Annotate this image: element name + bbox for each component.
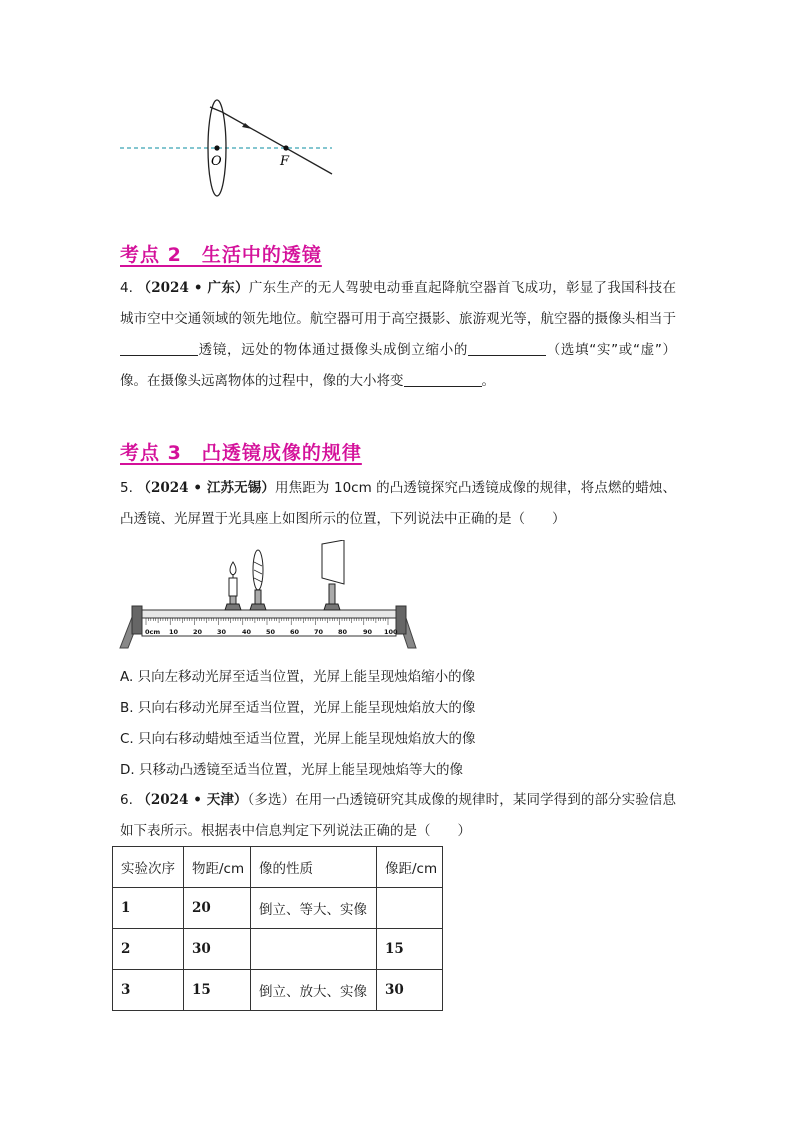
q4-text-4: 。 bbox=[481, 373, 495, 389]
q5-number: 5. bbox=[120, 480, 133, 496]
table-header: 像的性质 bbox=[251, 847, 377, 888]
tick-label: 30 bbox=[217, 628, 227, 636]
optical-bench-figure bbox=[118, 540, 418, 660]
tick-label: 0cm bbox=[145, 628, 161, 636]
section-title-2: 考点 2 生活中的透镜 bbox=[120, 244, 322, 266]
question-6 bbox=[120, 785, 676, 847]
candle bbox=[225, 562, 241, 610]
q4-text-2: 透镜，远处的物体通过摄像头成倒立缩小的 bbox=[198, 342, 469, 358]
bench-left-end bbox=[132, 606, 142, 634]
table-row bbox=[113, 888, 443, 929]
table-row bbox=[113, 970, 443, 1011]
tick-label: 50 bbox=[266, 628, 276, 636]
q4-number: 4. bbox=[120, 280, 133, 296]
q4-blank-2[interactable] bbox=[468, 341, 546, 356]
question-5 bbox=[120, 473, 676, 535]
q6-number: 6. bbox=[120, 792, 133, 808]
lens-holder bbox=[250, 550, 266, 610]
q4-text-3: （选填“实”或“虚”）像。在摄像头远离物体的过程中，像的大小将变 bbox=[120, 342, 676, 389]
tick-label: 20 bbox=[193, 628, 203, 636]
q5-source: （2024 • 江苏无锡） bbox=[137, 480, 276, 496]
q4-source: （2024 • 广东） bbox=[137, 280, 249, 296]
table-cell bbox=[251, 929, 377, 970]
table-header: 物距/cm bbox=[184, 847, 251, 888]
table-cell: 1 bbox=[113, 888, 184, 929]
q4-blank-1[interactable] bbox=[120, 341, 198, 356]
tick-label: 70 bbox=[314, 628, 324, 636]
table-cell: 20 bbox=[184, 888, 251, 929]
q5-option-d[interactable]: D. 只移动凸透镜至适当位置，光屏上能呈现烛焰等大的像 bbox=[120, 762, 463, 778]
bench-rail bbox=[142, 610, 396, 618]
table-header-row bbox=[113, 847, 443, 888]
table-header: 实验次序 bbox=[113, 847, 184, 888]
table-header: 像距/cm bbox=[377, 847, 443, 888]
table-cell: 30 bbox=[377, 970, 443, 1011]
tick-label: 40 bbox=[242, 628, 252, 636]
refracted-ray bbox=[222, 112, 332, 174]
q5-option-b[interactable]: B. 只向右移动光屏至适当位置，光屏上能呈现烛焰放大的像 bbox=[120, 700, 476, 716]
table-cell: 2 bbox=[113, 929, 184, 970]
tick-label: 100 bbox=[384, 628, 398, 636]
table-cell: 15 bbox=[184, 970, 251, 1011]
table-cell: 倒立、等大、实像 bbox=[251, 888, 377, 929]
section-title-3: 考点 3 凸透镜成像的规律 bbox=[120, 442, 362, 464]
q4-blank-3[interactable] bbox=[404, 372, 482, 387]
q5-option-c[interactable]: C. 只向右移动蜡烛至适当位置，光屏上能呈现烛焰放大的像 bbox=[120, 731, 476, 747]
light-screen bbox=[322, 540, 344, 610]
experiment-table bbox=[112, 846, 443, 1011]
table-cell bbox=[377, 888, 443, 929]
question-4 bbox=[120, 273, 676, 397]
table-cell: 30 bbox=[184, 929, 251, 970]
q6-text: （多选）在用一凸透镜研究其成像的规律时，某同学得到的部分实验信息如下表所示。根据表中信息判定下列说法正确的是（ ） bbox=[120, 792, 677, 839]
q6-source: （2024 • 天津） bbox=[137, 792, 248, 808]
label-o: O bbox=[211, 154, 222, 169]
q4-text-1: 广东生产的无人驾驶电动垂直起降航空器首飞成功，彰显了我国科技在城市空中交通领域的领先地位。航空器可用于高空摄影、旅游观光等，航空器的摄像头相当于 bbox=[120, 280, 677, 327]
focus-dot bbox=[283, 145, 288, 150]
q5-text: 用焦距为 10cm 的凸透镜探究凸透镜成像的规律，将点燃的蜡烛、凸透镜、光屏置于光具座上如图所示的位置，下列说法中正确的是（ ） bbox=[120, 480, 676, 527]
tick-label: 10 bbox=[169, 628, 179, 636]
tick-label: 90 bbox=[363, 628, 373, 636]
tick-label: 80 bbox=[338, 628, 348, 636]
lens-ray-diagram bbox=[110, 92, 350, 204]
table-cell: 倒立、放大、实像 bbox=[251, 970, 377, 1011]
label-f: F bbox=[280, 154, 290, 169]
tick-label: 60 bbox=[290, 628, 300, 636]
optical-center-dot bbox=[214, 145, 219, 150]
q5-option-a[interactable]: A. 只向左移动光屏至适当位置，光屏上能呈现烛焰缩小的像 bbox=[120, 669, 476, 685]
table-cell: 3 bbox=[113, 970, 184, 1011]
table-row bbox=[113, 929, 443, 970]
table-cell: 15 bbox=[377, 929, 443, 970]
